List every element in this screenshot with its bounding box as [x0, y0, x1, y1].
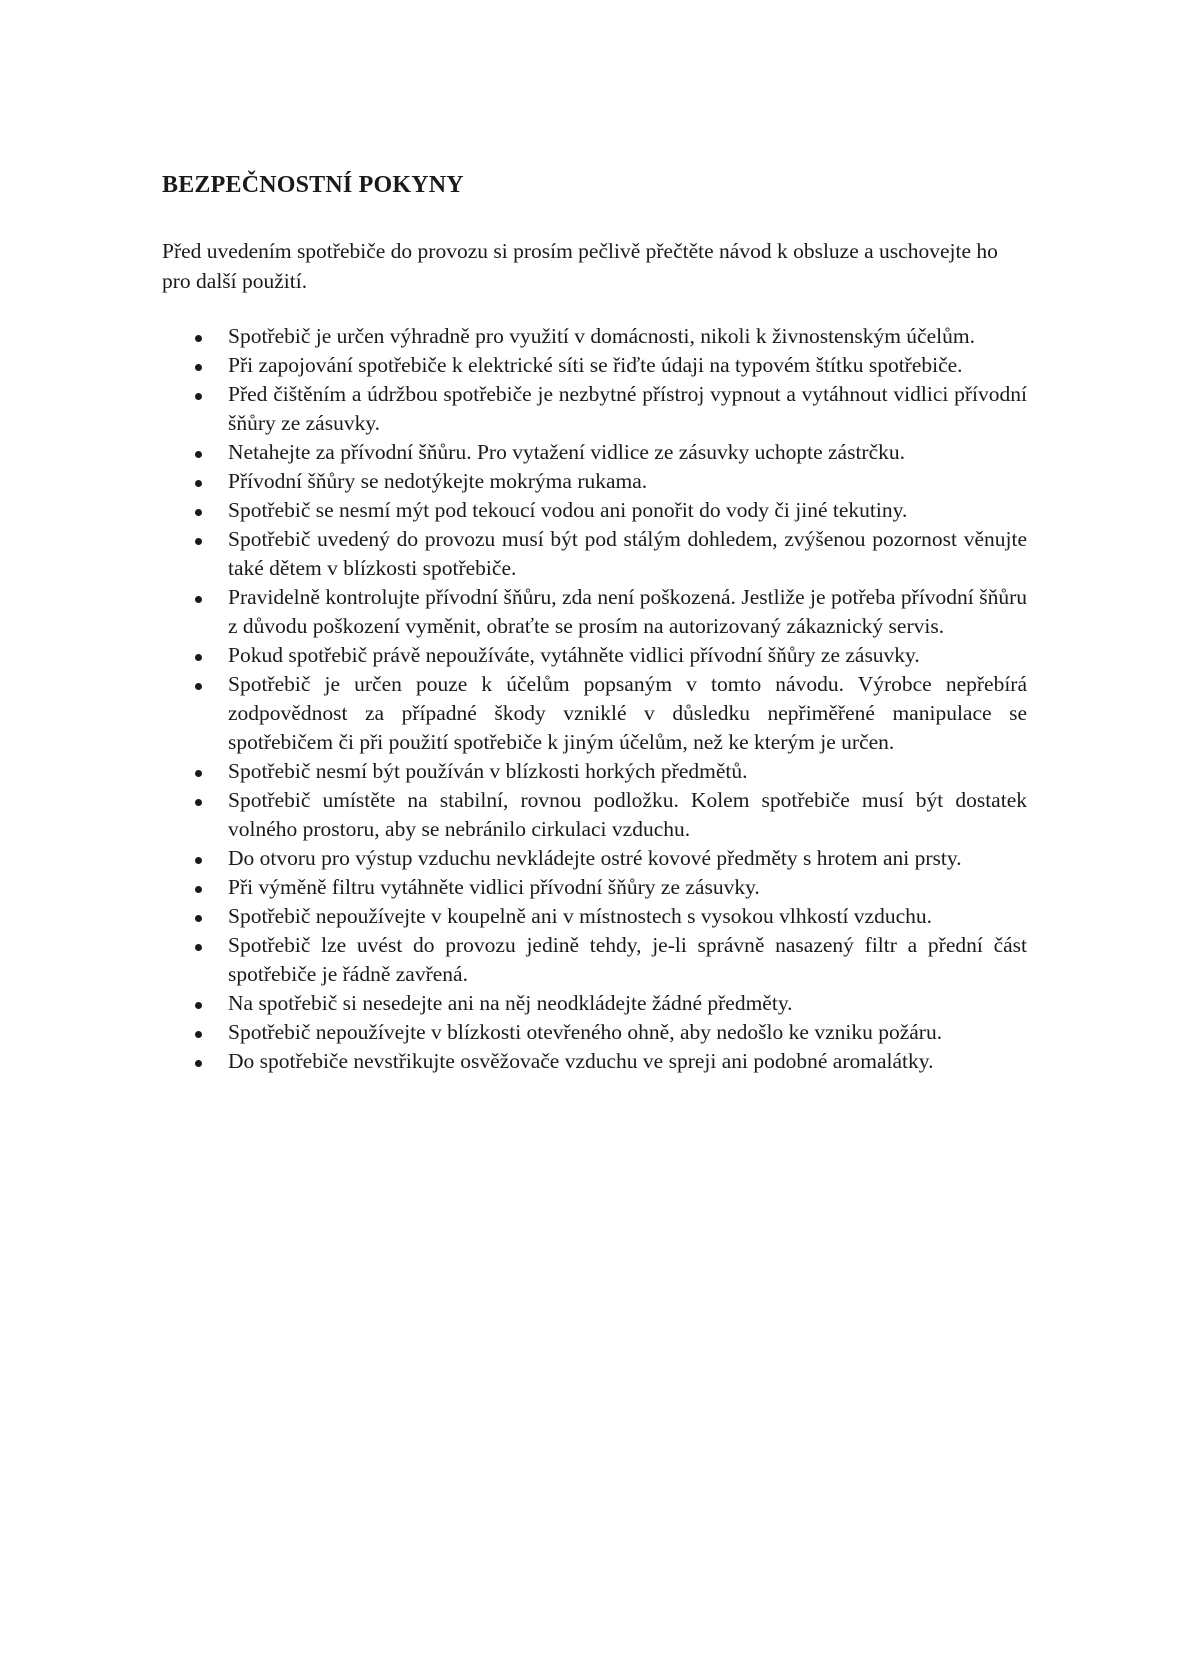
- list-item: [162, 322, 1027, 351]
- list-item: [162, 351, 1027, 380]
- list-item: [162, 525, 1027, 583]
- list-item: [162, 641, 1027, 670]
- bullet-icon: [195, 480, 202, 487]
- bullet-icon: [195, 509, 202, 516]
- list-item: [162, 380, 1027, 438]
- list-item-text: Při zapojování spotřebiče k elektrické síti se řiďte údaji na typovém štítku spotřebiče.: [228, 353, 963, 377]
- bullet-icon: [195, 886, 202, 893]
- list-item-text: Spotřebič umístěte na stabilní, rovnou podložku. Kolem spotřebiče musí být dostatek volného prostoru, aby se nebránilo cirkulaci vzduchu.: [228, 788, 1027, 841]
- list-item: [162, 670, 1027, 757]
- bullet-icon: [195, 335, 202, 342]
- bullet-icon: [195, 654, 202, 661]
- list-item-text: Spotřebič se nesmí mýt pod tekoucí vodou ani ponořit do vody či jiné tekutiny.: [228, 498, 908, 522]
- list-item-text: Spotřebič nepoužívejte v koupelně ani v místnostech s vysokou vlhkostí vzduchu.: [228, 904, 933, 928]
- list-item-text: Do otvoru pro výstup vzduchu nevkládejte ostré kovové předměty s hrotem ani prsty.: [228, 846, 962, 870]
- list-item: [162, 1047, 1027, 1076]
- bullet-icon: [195, 683, 202, 690]
- page-title: BEZPEČNOSTNÍ POKYNY: [162, 172, 464, 198]
- list-item: [162, 496, 1027, 525]
- bullet-icon: [195, 538, 202, 545]
- list-item: [162, 931, 1027, 989]
- bullet-icon: [195, 364, 202, 371]
- bullet-icon: [195, 451, 202, 458]
- list-item-text: Před čištěním a údržbou spotřebiče je nezbytné přístroj vypnout a vytáhnout vidlici přívodní šňůry ze zásuvky.: [228, 382, 1027, 435]
- list-item: [162, 467, 1027, 496]
- bullet-icon: [195, 944, 202, 951]
- bullet-icon: [195, 1002, 202, 1009]
- list-item-text: Spotřebič je určen výhradně pro využití v domácnosti, nikoli k živnostenským účelům.: [228, 324, 975, 348]
- list-item-text: Pravidelně kontrolujte přívodní šňůru, zda není poškozená. Jestliže je potřeba přívodní šňůru z důvodu poškození vyměnit, obraťte se prosím na autorizovaný zákaznický servis.: [228, 585, 1027, 638]
- list-item-text: Netahejte za přívodní šňůru. Pro vytažení vidlice ze zásuvky uchopte zástrčku.: [228, 440, 906, 464]
- intro-paragraph: Před uvedením spotřebiče do provozu si prosím pečlivě přečtěte návod k obsluze a uschovejte ho pro další použití.: [162, 239, 998, 293]
- bullet-icon: [195, 799, 202, 806]
- bullet-icon: [195, 915, 202, 922]
- list-item-text: Spotřebič lze uvést do provozu jedině tehdy, je-li správně nasazený filtr a přední část spotřebiče je řádně zavřená.: [228, 933, 1027, 986]
- bullet-icon: [195, 393, 202, 400]
- list-item: [162, 989, 1027, 1018]
- list-item-text: Spotřebič nesmí být používán v blízkosti horkých předmětů.: [228, 759, 748, 783]
- list-item-text: Spotřebič nepoužívejte v blízkosti otevřeného ohně, aby nedošlo ke vzniku požáru.: [228, 1020, 943, 1044]
- list-item: [162, 438, 1027, 467]
- list-item: [162, 873, 1027, 902]
- list-item-text: Na spotřebič si nesedejte ani na něj neodkládejte žádné předměty.: [228, 991, 793, 1015]
- list-item-text: Při výměně filtru vytáhněte vidlici přívodní šňůry ze zásuvky.: [228, 875, 760, 899]
- list-item: [162, 1018, 1027, 1047]
- list-item: [162, 902, 1027, 931]
- list-item: [162, 844, 1027, 873]
- bullet-icon: [195, 596, 202, 603]
- bullet-icon: [195, 857, 202, 864]
- list-item: [162, 786, 1027, 844]
- list-item: [162, 757, 1027, 786]
- list-item: [162, 583, 1027, 641]
- bullet-icon: [195, 1060, 202, 1067]
- bullet-icon: [195, 1031, 202, 1038]
- list-item-text: Pokud spotřebič právě nepoužíváte, vytáhněte vidlici přívodní šňůry ze zásuvky.: [228, 643, 920, 667]
- list-item-text: Spotřebič uvedený do provozu musí být pod stálým dohledem, zvýšenou pozornost věnujte také dětem v blízkosti spotřebiče.: [228, 527, 1027, 580]
- list-item-text: Přívodní šňůry se nedotýkejte mokrýma rukama.: [228, 469, 648, 493]
- list-item-text: Spotřebič je určen pouze k účelům popsaným v tomto návodu. Výrobce nepřebírá zodpovědnost za případné škody vzniklé v důsledku nepřiměřené manipulace se spotřebičem či při použití spotřebiče k jiným účelům, než ke kterým je určen.: [228, 672, 1027, 754]
- list-item-text: Do spotřebiče nevstřikujte osvěžovače vzduchu ve spreji ani podobné aromalátky.: [228, 1049, 934, 1073]
- bullet-icon: [195, 770, 202, 777]
- safety-rules-list: [162, 322, 1027, 1076]
